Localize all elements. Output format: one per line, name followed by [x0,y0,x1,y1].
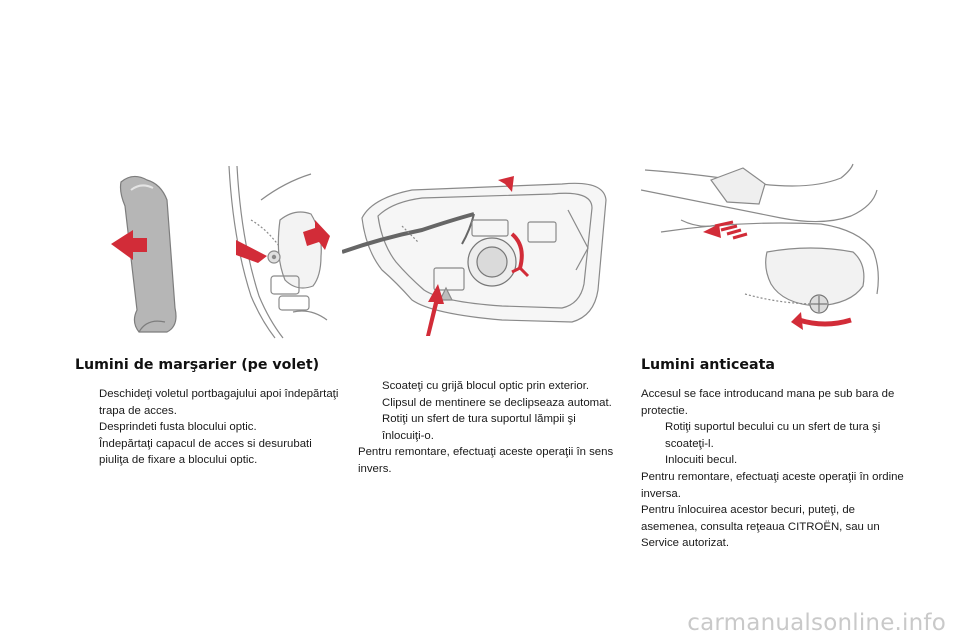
step-item: Rotiţi un sfert de tura suportul lămpii şi înlocuiţi-o. [382,413,576,442]
fog-lamps-steps [641,419,911,469]
refit-note: Pentru remontare, efectuaţi aceste operaţii în sens invers. [358,446,614,475]
fog-lamps-title: Lumini anticeata [641,357,775,373]
reversing-lamps-section [75,355,340,469]
step-item: Scoateţi cu grijă blocul optic prin exterior. Clipsul de mentinere se declipseaza automat. [382,380,612,409]
step-item: Rotiţi suportul becului cu un sfert de tura şi scoateţi-l. [665,421,881,450]
tail-lamp-access-illustration [75,160,337,342]
fog-lamps-section [641,355,911,552]
reversing-lamps-steps-continued [358,378,620,444]
fog-lamps-intro: Accesul se face introducand mana pe sub bara de protectie. [641,388,895,417]
fog-lamp-access-illustration [641,160,906,342]
dealer-note: Pentru înlocuirea acestor becuri, puteţi, de asemenea, consulta reţeaua CITROËN, sau un Service autorizat. [641,504,880,550]
reversing-lamps-continued [358,378,620,478]
site-watermark: carmanualsonline.info [687,610,946,636]
fog-refit-note: Pentru remontare, efectuaţi aceste operaţii în ordine inversa. [641,470,904,500]
bulb-holder-removal-illustration [342,160,617,342]
step-item: Desprindeti fusta blocului optic. [99,421,257,434]
step-item: Inlocuiti becul. [665,454,738,467]
step-item: Îndepărtaţi capacul de acces si desurubati piuliţa de fixare a blocului optic. [99,437,312,467]
step-item: Deschideţi voletul portbagajului apoi îndepărtaţi trapa de acces. [99,388,339,417]
reversing-lamps-steps [75,386,340,469]
reversing-lamps-title: Lumini de marşarier (pe volet) [75,357,320,373]
